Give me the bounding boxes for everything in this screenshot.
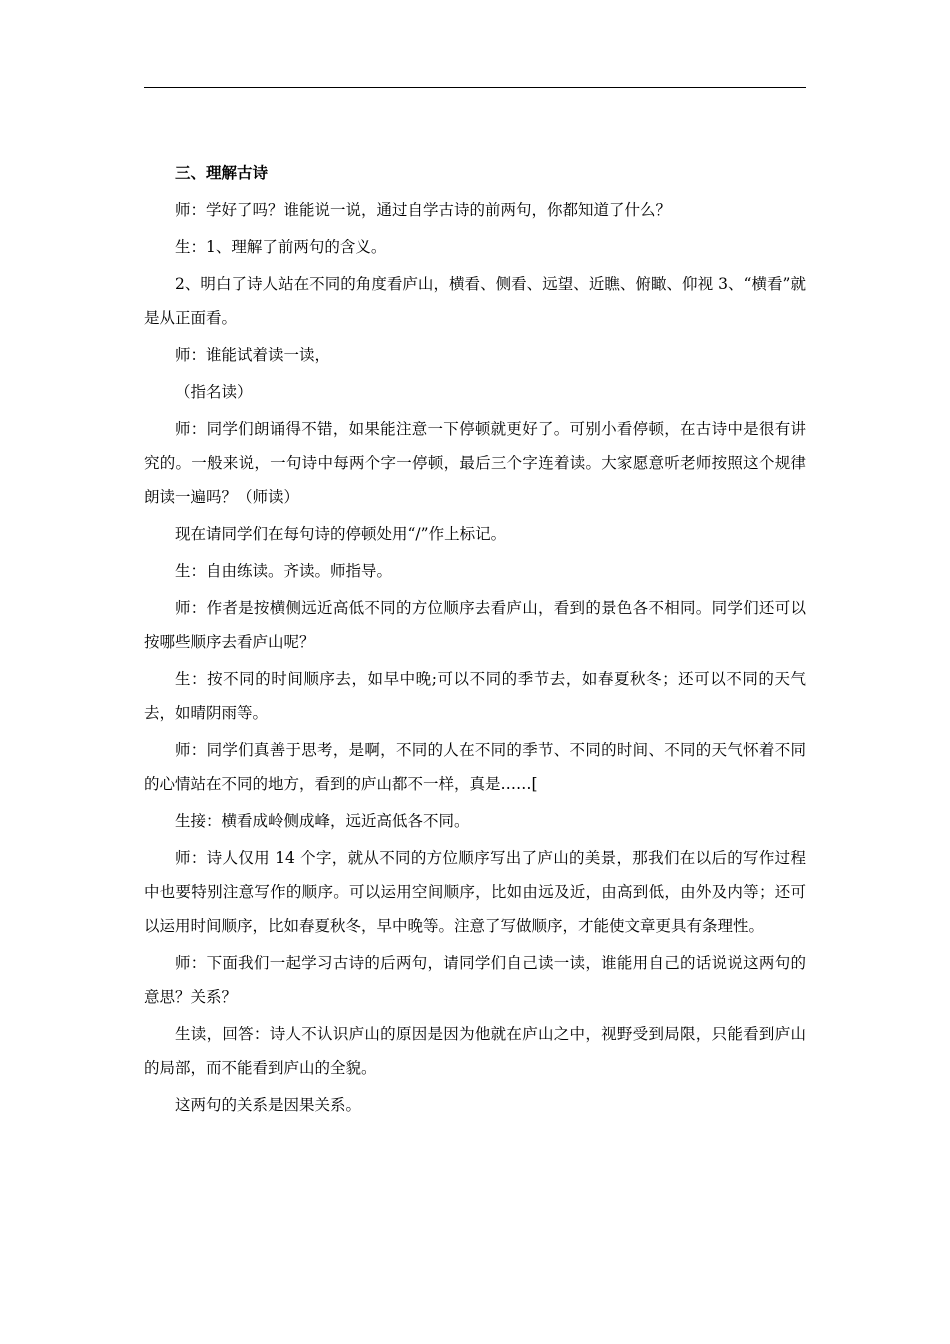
header-rule	[144, 87, 806, 88]
paragraph: 生：自由练读。齐读。师指导。	[175, 562, 393, 580]
paragraph: 师：下面我们一起学习古诗的后两句，请同学们自己读一读，谁能用自己的话说说这两句的意思？关系？	[144, 954, 806, 1006]
paragraph: 生接：横看成岭侧成峰，远近高低各不同。	[175, 812, 470, 830]
paragraph: 师：学好了吗？谁能说一说，通过自学古诗的前两句，你都知道了什么？	[175, 201, 672, 219]
paragraph: 2、明白了诗人站在不同的角度看庐山，横看、侧看、远望、近瞧、俯瞰、仰视 3、“横看”就是从正面看。	[144, 275, 806, 327]
paragraph: 师：同学们真善于思考，是啊，不同的人在不同的季节、不同的时间、不同的天气怀着不同的心情站在不同的地方，看到的庐山都不一样，真是……[	[144, 741, 806, 793]
paragraph: 这两句的关系是因果关系。	[175, 1096, 362, 1114]
paragraph: 师：作者是按横侧远近高低不同的方位顺序去看庐山，看到的景色各不相同。同学们还可以按哪些顺序去看庐山呢？	[144, 599, 806, 651]
paragraph: 生：按不同的时间顺序去，如早中晚;可以不同的季节去，如春夏秋冬；还可以不同的天气去，如晴阴雨等。	[144, 670, 806, 722]
document-body	[144, 156, 806, 1125]
section-heading: 三、理解古诗	[175, 163, 269, 182]
paragraph: 生读，回答：诗人不认识庐山的原因是因为他就在庐山之中，视野受到局限，只能看到庐山的局部，而不能看到庐山的全貌。	[144, 1025, 806, 1077]
paragraph: 师：谁能试着读一读，	[175, 346, 331, 364]
paragraph: 师：诗人仅用 14 个字，就从不同的方位顺序写出了庐山的美景，那我们在以后的写作过程中也要特别注意写作的顺序。可以运用空间顺序，比如由远及近，由高到低，由外及内等；还可以运用时间顺序，比如春夏秋冬，早中晚等。注意了写做顺序，才能使文章更具有条理性。	[144, 849, 806, 935]
paragraph: 生：1、理解了前两句的含义。	[175, 238, 387, 256]
paragraph: （指名读）	[175, 383, 253, 401]
paragraph: 师：同学们朗诵得不错，如果能注意一下停顿就更好了。可别小看停顿，在古诗中是很有讲究的。一般来说，一句诗中每两个字一停顿，最后三个字连着读。大家愿意听老师按照这个规律朗读一遍吗？（师读）	[144, 420, 806, 506]
paragraph: 现在请同学们在每句诗的停顿处用“/”作上标记。	[175, 525, 507, 543]
